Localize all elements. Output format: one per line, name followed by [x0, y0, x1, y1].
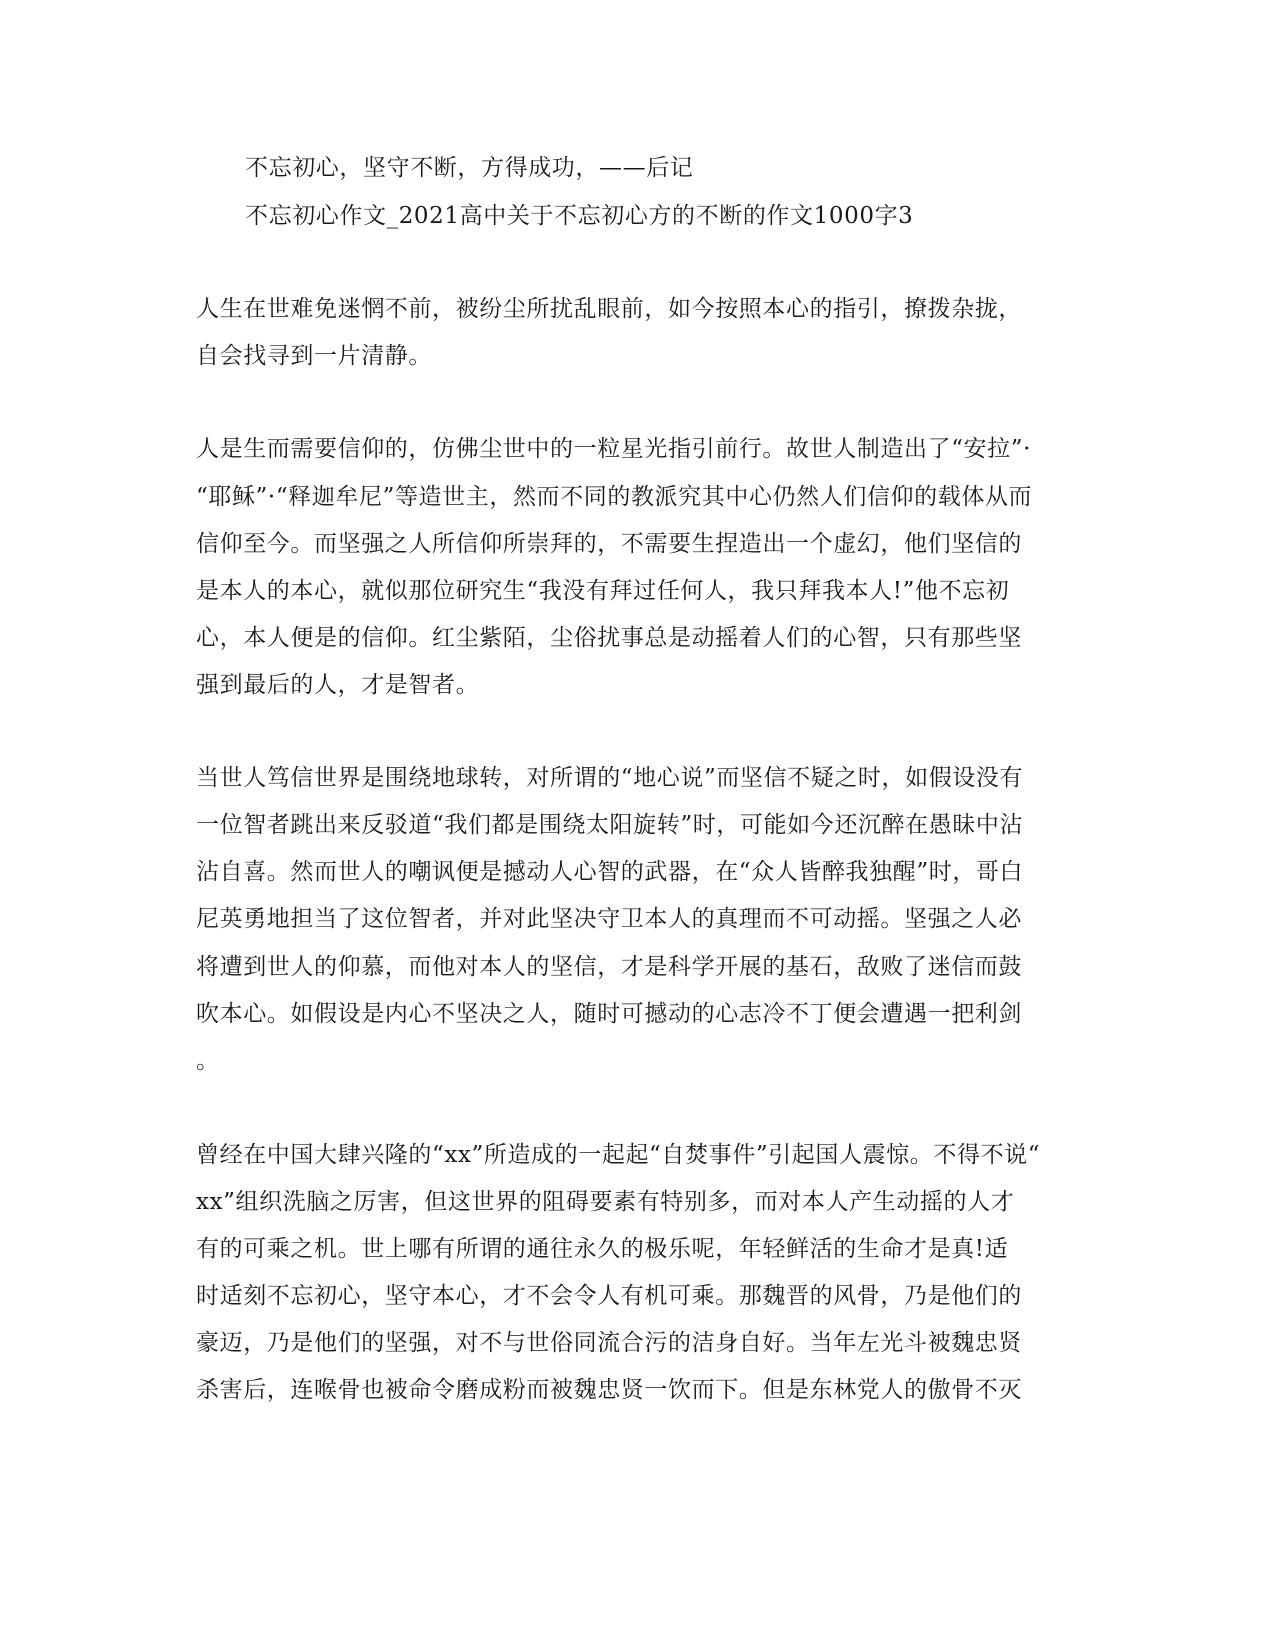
- paragraph-line: 时适刻不忘初心，坚守本心，才不会令人有机可乘。那魏晋的风骨，乃是他们的: [196, 1283, 1022, 1309]
- paragraph-line: 豪迈，乃是他们的坚强，对不与世俗同流合污的洁身自好。当年左光斗被魏忠贤: [196, 1330, 1022, 1356]
- paragraph-line: 尼英勇地担当了这位智者，并对此坚决守卫本人的真理而不可动摇。坚强之人必: [196, 906, 1022, 932]
- paragraph-line: 人生在世难免迷惘不前，被纷尘所扰乱眼前，如今按照本心的指引，撩拨杂拢，: [196, 296, 1022, 322]
- paragraph-line: 杀害后，连喉骨也被命令磨成粉而被魏忠贤一饮而下。但是东林党人的傲骨不灭: [196, 1377, 1022, 1403]
- paragraph-line: xx”组织洗脑之厉害，但这世界的阻碍要素有特别多，而对本人产生动摇的人才: [196, 1189, 1015, 1215]
- paragraph-line: 自会找寻到一片清静。: [196, 343, 432, 369]
- paragraph-line: 吹本心。如假设是内心不坚决之人，随时可撼动的心志冷不丁便会遭遇一把利剑: [196, 1001, 1022, 1027]
- paragraph-line: 强到最后的人，才是智者。: [196, 672, 480, 698]
- paragraph-line: 一位智者跳出来反驳道“我们都是围绕太阳旋转”时，可能如今还沉醉在愚昧中沾: [196, 812, 1024, 838]
- intro-line: 不忘初心，坚守不断，方得成功，——后记: [245, 155, 694, 181]
- paragraph-line: 心，本人便是的信仰。红尘紫陌，尘俗扰事总是动摇着人们的心智，只有那些坚: [196, 625, 1022, 651]
- paragraph-line: 将遭到世人的仰慕，而他对本人的坚信，才是科学开展的基石，敌败了迷信而鼓: [196, 954, 1022, 980]
- paragraph-line: 是本人的本心，就似那位研究生“我没有拜过任何人，我只拜我本人!”他不忘初: [196, 578, 1010, 604]
- intro-line: 不忘初心作文_2021高中关于不忘初心方的不断的作文1000字3: [245, 203, 914, 229]
- paragraph-line: 沾自喜。然而世人的嘲讽便是撼动人心智的武器，在“众人皆醉我独醒”时，哥白: [196, 859, 1024, 885]
- paragraph-line: 信仰至今。而坚强之人所信仰所崇拜的，不需要生捏造出一个虚幻，他们坚信的: [196, 531, 1022, 557]
- paragraph-line: 有的可乘之机。世上哪有所谓的通往永久的极乐呢，年轻鲜活的生命才是真!适: [196, 1236, 1009, 1262]
- paragraph-line: “耶稣”·“释迦牟尼”等造世主，然而不同的教派究其中心仍然人们信仰的载体从而: [196, 484, 1033, 510]
- paragraph-line: 曾经在中国大肆兴隆的“xx”所造成的一起起“自焚事件”引起国人震惊。不得不说“: [196, 1142, 1041, 1168]
- paragraph-line: 。: [196, 1048, 220, 1074]
- paragraph-line: 人是生而需要信仰的，仿佛尘世中的一粒星光指引前行。故世人制造出了“安拉”·: [196, 436, 1032, 462]
- paragraph-line: 当世人笃信世界是围绕地球转，对所谓的“地心说”而坚信不疑之时，如假设没有: [196, 765, 1024, 791]
